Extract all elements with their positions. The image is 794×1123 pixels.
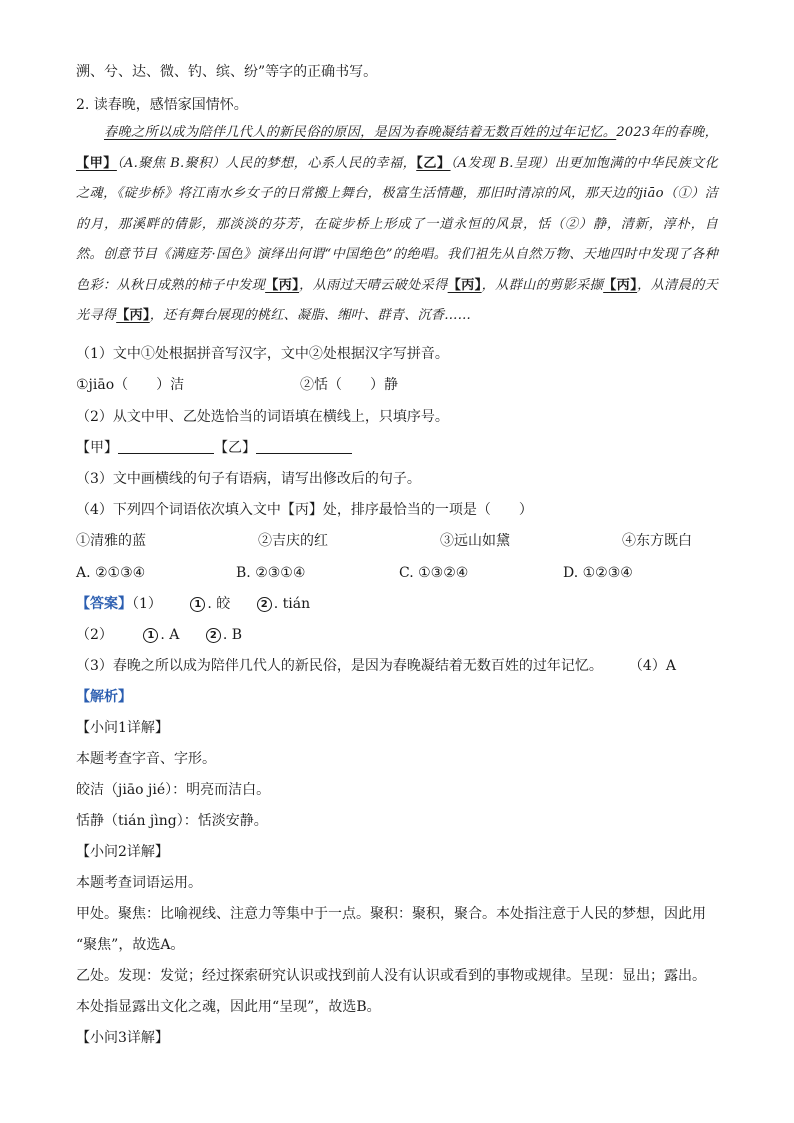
q4-word-3: ③远山如黛 — [440, 533, 510, 549]
answer-line-1: 【答案】（1） 1 . 皎 2 . tián — [76, 596, 311, 612]
q1-item-1: ①jiāo（ ）洁 — [76, 377, 185, 393]
q4-word-1: ①清雅的蓝 — [76, 533, 146, 549]
q4-word-4: ④东方既白 — [622, 533, 692, 549]
analysis-section-3-title: 【小问3详解】 — [76, 1030, 169, 1046]
analysis-label: 【解析】 — [76, 689, 132, 705]
underlined-sentence: 春晚之所以成为陪伴几代人的新民俗的原因，是因为春晚凝结着无数百姓的过年记忆。 — [104, 125, 617, 140]
blank-bing: 【丙】 — [603, 277, 638, 293]
analysis-text: 乙处。发现：发觉；经过探索研究认识或找到前人没有认识或看到的事物或规律。呈现：显出；露出。 — [76, 968, 706, 984]
circled-number: 1 — [143, 628, 158, 643]
analysis-section-1-title: 【小问1详解】 — [76, 720, 169, 736]
circled-number: 2 — [257, 597, 272, 612]
analysis-text: 皎洁（jiāo jié）：明亮而洁白。 — [76, 782, 271, 798]
reading-passage: 春晚之所以成为陪伴几代人的新民俗的原因，是因为春晚凝结着无数百姓的过年记忆。2023年的春晚，【甲】（A.聚焦 B.聚积）人民的梦想，心系人民的幸福，【乙】（A发现 B.呈现）出更加饱满的中华民族文化之魂，《碇步桥》将江南水乡女子的日常搬上舞台，极富生活情趣，那旧时清凉的风，那天边的jiāo（①）洁的月，那溪畔的倩影，那淡淡的芬芳，在碇步桥上形成了一道永恒的风景，恬（②）静，清新，淳朴，自然。创意节目《满庭芳·国色》演绎出何谓“中国绝色”的绝唱。我们祖先从自然万物、天地四时中发现了各种色彩：从秋日成熟的柿子中发现【丙】，从雨过天晴云破处采得【丙】，从群山的剪影采撷【丙】，从清晨的天光寻得【丙】，还有舞台展现的桃红、凝脂、缃叶、群青、沉香…… — [76, 125, 719, 323]
analysis-text: 甲处。聚焦：比喻视线、注意力等集中于一点。聚积：聚积，聚合。本处指注意于人民的梦想，因此用 — [76, 906, 706, 922]
blank-yi: 【乙】 — [416, 155, 451, 171]
q4-choice-a: A. ②①③④ — [76, 565, 146, 581]
blank-bing: 【丙】 — [265, 277, 300, 293]
question-2-title: 2. 读春晚，感悟家国情怀。 — [76, 97, 248, 113]
q1-item-2: ②恬（ ）静 — [300, 377, 398, 393]
sub-question-3: （3）文中画横线的句子有语病，请写出修改后的句子。 — [76, 471, 421, 487]
analysis-text: 本处指显露出文化之魂，因此用“呈现”，故选B。 — [76, 999, 381, 1015]
q4-choice-d: D. ①②③④ — [563, 565, 633, 581]
analysis-text: 恬静（tián jìng）：恬淡安静。 — [76, 813, 268, 829]
circled-number: 2 — [206, 628, 221, 643]
answer-blank-jia[interactable] — [118, 439, 214, 454]
q4-choice-c: C. ①③②④ — [399, 565, 469, 581]
circled-number: 1 — [190, 597, 205, 612]
sub-question-4: （4）下列四个词语依次填入文中【丙】处，排序最恰当的一项是（ ） — [76, 502, 533, 518]
blank-jia: 【甲】 — [76, 155, 117, 171]
answer-blank-yi[interactable] — [256, 439, 352, 454]
answer-line-2: （2） 1 . A 2 . B — [76, 627, 243, 643]
q4-choice-b: B. ②③①④ — [236, 565, 306, 581]
q2-answer-blanks: 【甲】 【乙】 — [76, 438, 352, 458]
analysis-text: 本题考查字音、字形。 — [76, 751, 216, 767]
analysis-text: 本题考查词语运用。 — [76, 875, 202, 891]
analysis-text: “聚焦”，故选A。 — [76, 937, 185, 953]
sub-question-2: （2）从文中甲、乙处选恰当的词语填在横线上，只填序号。 — [76, 409, 449, 425]
answer-line-3: （3）春晚之所以成为陪伴几代人的新民俗，是因为春晚凝结着无数百姓的过年记忆。 （4）A — [76, 658, 676, 674]
blank-bing: 【丙】 — [447, 277, 482, 293]
top-line: 溯、兮、达、微、钓、缤、纷”等字的正确书写。 — [76, 64, 378, 80]
sub-question-1: （1）文中①处根据拼音写汉字，文中②处根据汉字写拼音。 — [76, 346, 449, 362]
blank-bing: 【丙】 — [116, 308, 150, 323]
q4-word-2: ②吉庆的红 — [258, 533, 328, 549]
analysis-section-2-title: 【小问2详解】 — [76, 844, 169, 860]
answer-label: 【答案】 — [76, 596, 132, 612]
